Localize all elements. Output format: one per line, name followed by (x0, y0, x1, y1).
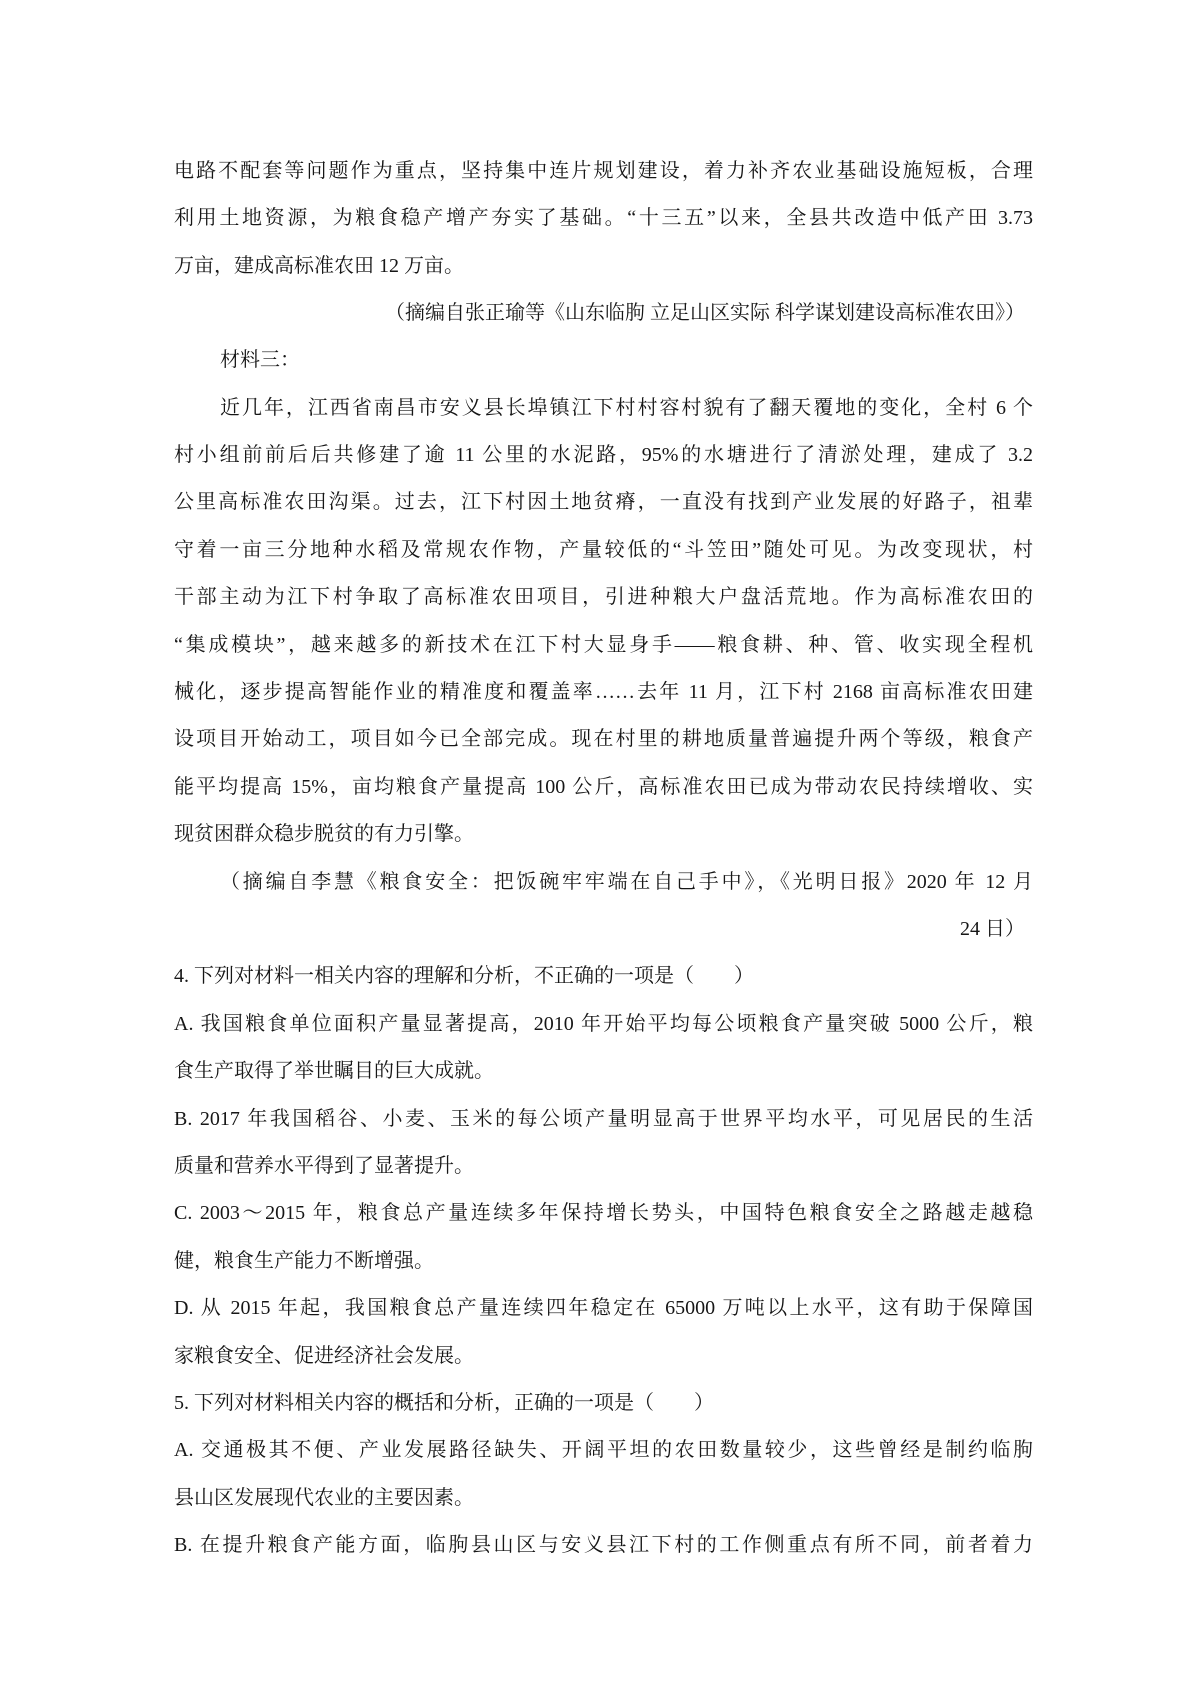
source-citation: 24 日） (960, 918, 1025, 940)
answer-option-c: 健，粮食生产能力不断增强。 (174, 1250, 434, 1272)
answer-option-b: 质量和营养水平得到了显著提升。 (174, 1155, 474, 1177)
body-text-line: 设项目开始动工，项目如今已全部完成。现在村里的耕地质量普遍提升两个等级，粮食产 (174, 728, 1033, 750)
answer-option-a: A. 我国粮食单位面积产量显著提高，2010 年开始平均每公顷粮食产量突破 5000 公斤，粮 (174, 1013, 1033, 1035)
answer-option-a: A. 交通极其不便、产业发展路径缺失、开阔平坦的农田数量较少，这些曾经是制约临朐 (174, 1439, 1033, 1461)
body-text-line: 守着一亩三分地种水稻及常规农作物，产量较低的“斗笠田”随处可见。为改变现状，村 (174, 539, 1033, 561)
body-text-line: “集成模块”，越来越多的新技术在江下村大显身手——粮食耕、种、管、收实现全程机 (174, 634, 1033, 656)
body-text-line: 利用土地资源，为粮食稳产增产夯实了基础。“十三五”以来，全县共改造中低产田 3.73 (174, 207, 1033, 229)
body-text-line: 械化，逐步提高智能作业的精准度和覆盖率……去年 11 月，江下村 2168 亩高标准农田建 (174, 681, 1033, 703)
answer-option-d: 家粮食安全、促进经济社会发展。 (174, 1345, 474, 1367)
answer-option-d: D. 从 2015 年起，我国粮食总产量连续四年稳定在 65000 万吨以上水平，这有助于保障国 (174, 1297, 1033, 1319)
body-text-line: 近几年，江西省南昌市安义县长埠镇江下村村容村貌有了翻天覆地的变化，全村 6 个 (220, 397, 1033, 419)
material-heading: 材料三： (220, 349, 300, 371)
body-text-line: 能平均提高 15%，亩均粮食产量提高 100 公斤，高标准农田已成为带动农民持续增收、实 (174, 776, 1033, 798)
answer-option-a: 食生产取得了举世瞩目的巨大成就。 (174, 1060, 494, 1082)
body-text-line: 电路不配套等问题作为重点，坚持集中连片规划建设，着力补齐农业基础设施短板，合理 (174, 160, 1033, 182)
body-text-line: 公里高标准农田沟渠。过去，江下村因土地贫瘠，一直没有找到产业发展的好路子，祖辈 (174, 491, 1033, 513)
body-text-line: 万亩，建成高标准农田 12 万亩。 (174, 255, 464, 277)
body-text-line: 干部主动为江下村争取了高标准农田项目，引进种粮大户盘活荒地。作为高标准农田的 (174, 586, 1033, 608)
source-citation: （摘编自张正瑜等《山东临朐 立足山区实际 科学谋划建设高标准农田》） (385, 302, 1025, 324)
answer-option-a: 县山区发展现代农业的主要因素。 (174, 1487, 474, 1509)
question-stem: 4. 下列对材料一相关内容的理解和分析，不正确的一项是（ ） (174, 965, 754, 987)
answer-option-b: B. 在提升粮食产能方面，临朐县山区与安义县江下村的工作侧重点有所不同，前者着力 (174, 1534, 1033, 1556)
question-stem: 5. 下列对材料相关内容的概括和分析，正确的一项是（ ） (174, 1392, 714, 1414)
body-text-line: 村小组前前后后共修建了逾 11 公里的水泥路，95%的水塘进行了清淤处理，建成了 3.2 (174, 444, 1033, 466)
source-citation: （摘编自李慧《粮食安全：把饭碗牢牢端在自己手中》，《光明日报》2020 年 12 月 (220, 871, 1033, 893)
body-text-line: 现贫困群众稳步脱贫的有力引擎。 (174, 823, 474, 845)
answer-option-c: C. 2003～2015 年，粮食总产量连续多年保持增长势头，中国特色粮食安全之路越走越稳 (174, 1202, 1033, 1224)
answer-option-b: B. 2017 年我国稻谷、小麦、玉米的每公顷产量明显高于世界平均水平，可见居民的生活 (174, 1108, 1033, 1130)
